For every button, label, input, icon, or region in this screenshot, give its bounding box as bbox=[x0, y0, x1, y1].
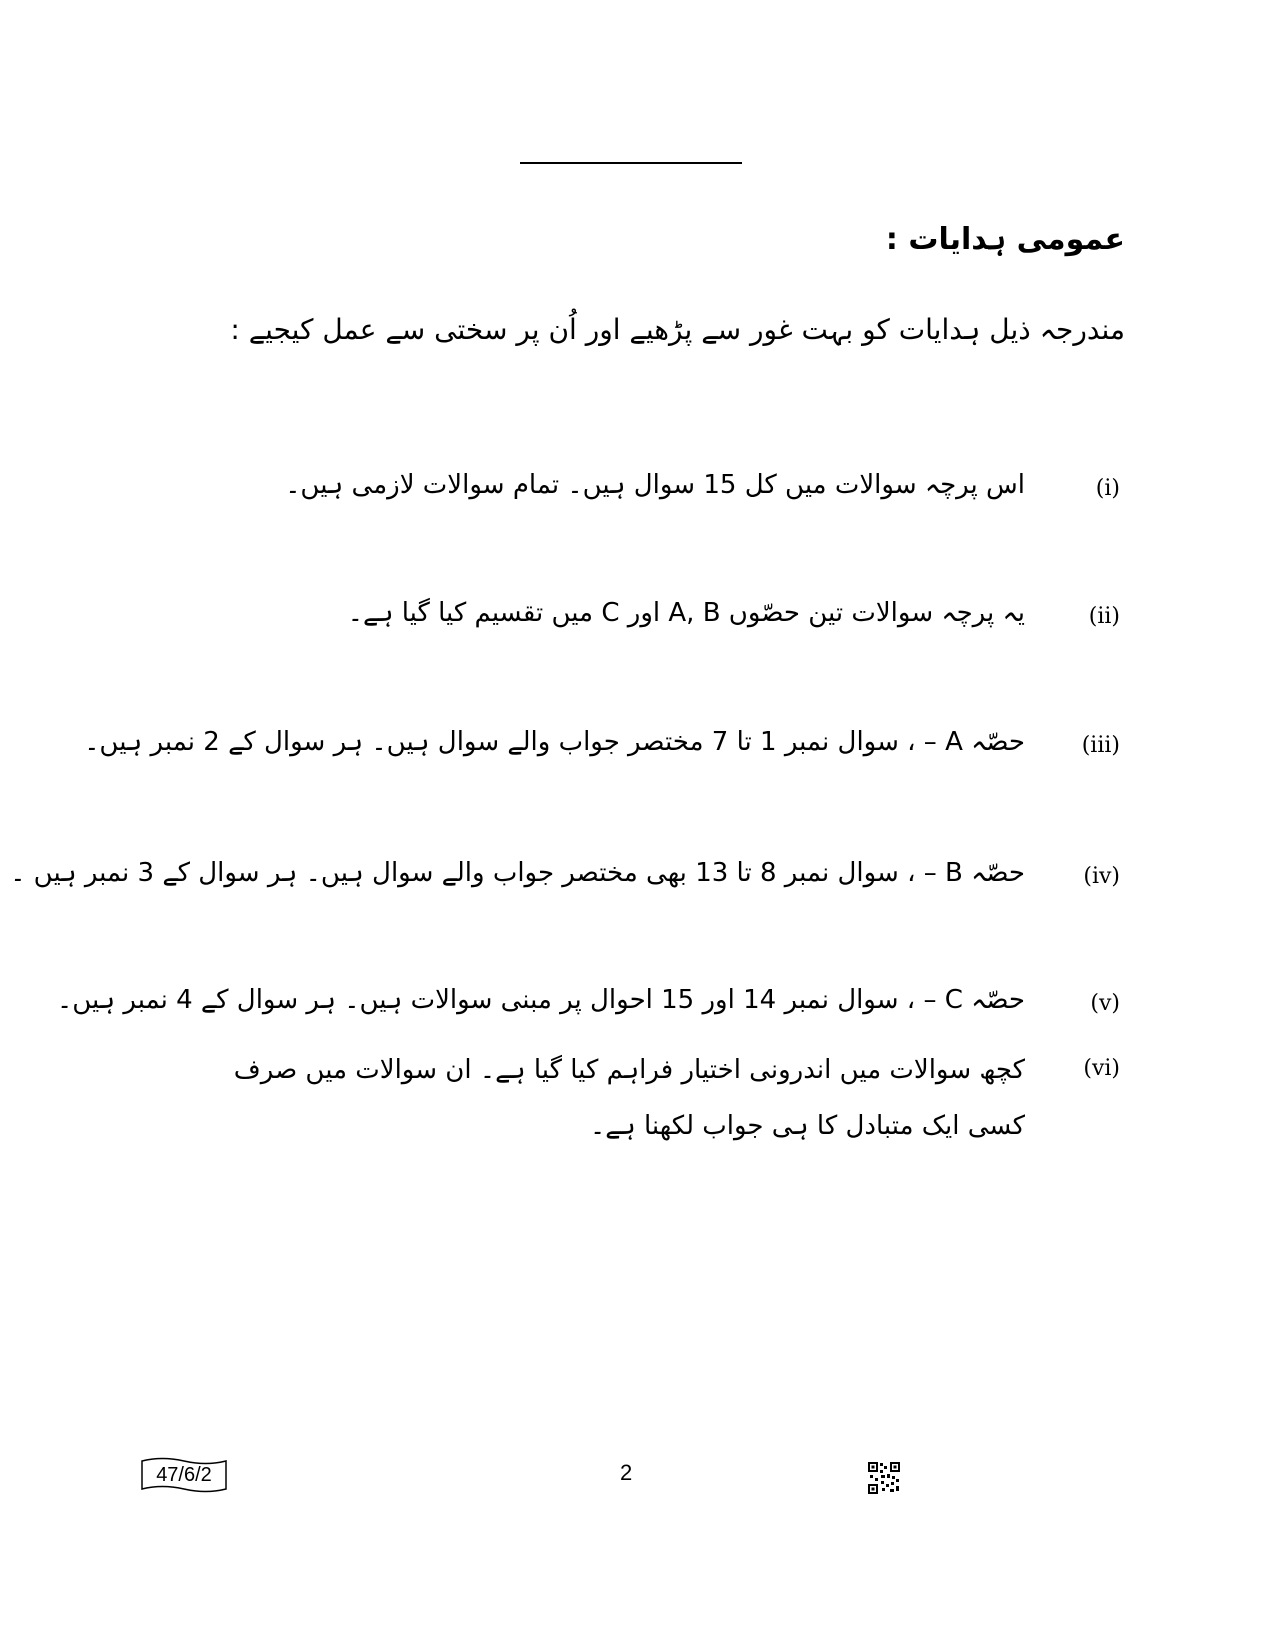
instruction-item bbox=[0, 598, 1275, 638]
page-number: 2 bbox=[620, 1460, 633, 1485]
intro-text: مندرجہ ذیل ہدایات کو بہت غور سے پڑھیے اور اُن پر سختی سے عمل کیجیے : bbox=[230, 313, 1125, 346]
instruction-item bbox=[0, 470, 1275, 510]
instruction-number: (iv) bbox=[1083, 864, 1120, 889]
instruction-text: یہ پرچہ سوالات تین حصّوں A, B اور C میں تقسیم کیا گیا ہے۔ bbox=[347, 598, 1025, 628]
section-heading: عمومی ہدایات : bbox=[885, 222, 1125, 257]
paper-code: 47/6/2 bbox=[156, 1464, 212, 1486]
instruction-item bbox=[0, 985, 1275, 1025]
instruction-text: حصّہ C – ، سوال نمبر 14 اور 15 احوال پر مبنی سوالات ہیں۔ ہر سوال کے 4 نمبر ہیں۔ bbox=[57, 985, 1025, 1015]
instruction-number: (ii) bbox=[1088, 604, 1120, 629]
paper-code-badge bbox=[140, 1457, 228, 1495]
instruction-item bbox=[0, 727, 1275, 767]
instruction-number: (v) bbox=[1090, 991, 1120, 1016]
instruction-item bbox=[0, 858, 1275, 898]
top-rule bbox=[520, 162, 742, 164]
qr-code-icon bbox=[868, 1462, 900, 1494]
instruction-item bbox=[0, 1050, 1275, 1141]
instruction-text: کچھ سوالات میں اندرونی اختیار فراہم کیا گیا ہے۔ ان سوالات میں صرف کسی ایک متبادل کا ہی جواب لکھنا ہے۔ bbox=[233, 1055, 1025, 1141]
instruction-text: اس پرچہ سوالات میں کل 15 سوال ہیں۔ تمام سوالات لازمی ہیں۔ bbox=[285, 470, 1025, 500]
instruction-text: حصّہ B – ، سوال نمبر 8 تا 13 بھی مختصر جواب والے سوال ہیں۔ ہر سوال کے 3 نمبر ہیں ۔ bbox=[10, 858, 1025, 888]
instruction-text: حصّہ A – ، سوال نمبر 1 تا 7 مختصر جواب والے سوال ہیں۔ ہر سوال کے 2 نمبر ہیں۔ bbox=[84, 727, 1025, 757]
instruction-number: (iii) bbox=[1081, 733, 1120, 758]
instruction-number: (i) bbox=[1095, 476, 1120, 501]
instruction-number: (vi) bbox=[1083, 1056, 1120, 1081]
